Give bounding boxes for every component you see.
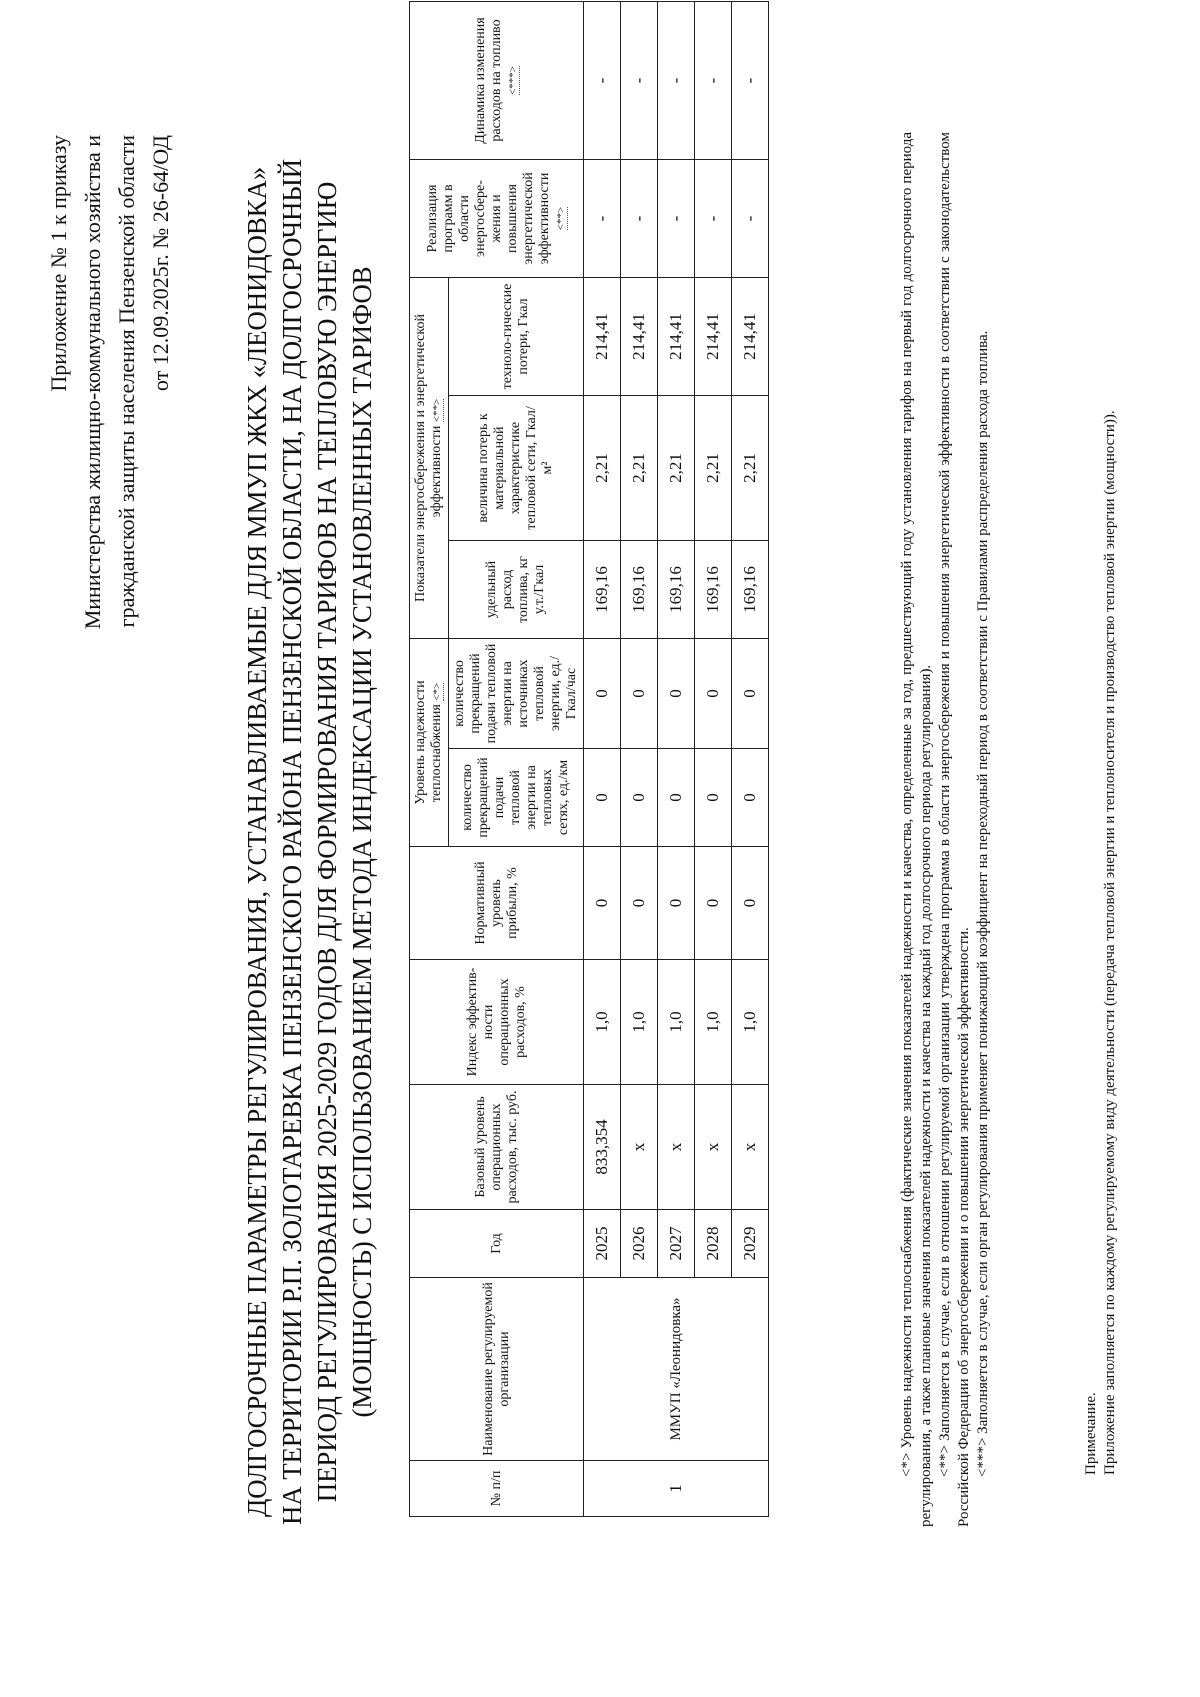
table-row (584, 2, 621, 1517)
cell-en-c: 214,41 (732, 278, 769, 396)
cell-en-a: 169,16 (695, 541, 732, 639)
header-org: Наименование регулируемой организации (410, 1278, 584, 1461)
cell-fuel: - (732, 2, 769, 160)
cell-rel-b: 0 (658, 639, 695, 749)
header-program-text: Реализация программ в области энергосбере-жения и повышения энергетической эффективности (424, 172, 552, 265)
cell-program: - (732, 160, 769, 278)
header-base-costs: Базовый уровень операционных расходов, тыс. руб. (410, 1085, 584, 1210)
footnote-1: <*> Уровень надежности теплоснабжения (фактические значения показателей надежности и качества, определенные за год, предшествующий году установления тарифов на первый год долгосрочного периода регулирования, а также плановые значения показателей надежности и качества на каждый год долгосрочного периода регулирования). (899, 132, 934, 1527)
remark-block (1082, 410, 1120, 1475)
cell-en-b: 2,21 (732, 396, 769, 541)
cell-index: 1,0 (658, 960, 695, 1085)
header-heat-losses: величина потерь к материальной характеристике тепловой сети, Гкал/м² (449, 396, 584, 541)
footnote-mark-3: <***> (506, 66, 519, 95)
header-fuel (410, 2, 584, 160)
cell-program: - (621, 160, 658, 278)
header-reliability (410, 639, 449, 847)
cell-en-a: 169,16 (732, 541, 769, 639)
document-title: ДОЛГОСРОЧНЫЕ ПАРАМЕТРЫ РЕГУЛИРОВАНИЯ, УСТАНАВЛИВАЕМЫЕ ДЛЯ ММУП ЖКХ «ЛЕОНИДОВКА» НА ТЕРРИТОРИИ Р.П. ЗОЛОТАРЕВКА ПЕНЗЕНСКОГО РАЙОНА ПЕНЗЕНСКОЙ ОБЛАСТИ, НА ДОЛГОСРОЧНЫЙ ПЕРИОД РЕГУЛИРОВАНИЯ 2025-2029 ГОДОВ ДЛЯ ФОРМИРОВАНИЯ ТАРИФОВ НА ТЕПЛОВУЮ ЭНЕРГИЮ (МОЩНОСТЬ) С ИСПОЛЬЗОВАНИЕМ МЕТОДА ИНДЕКСАЦИИ УСТАНОВЛЕННЫХ ТАРИФОВ (242, 159, 377, 1525)
cell-program: - (695, 160, 732, 278)
appendix-header (42, 135, 178, 895)
footnote-mark-2b: <**> (554, 206, 567, 231)
cell-en-b: 2,21 (584, 396, 621, 541)
appendix-line-1: Приложение № 1 к приказу (46, 135, 71, 392)
cell-base: х (695, 1085, 732, 1210)
appendix-line-4: от 12.09.2025г. № 26-64/ОД (148, 135, 173, 392)
cell-fuel: - (584, 2, 621, 160)
header-energy-text: Показатели энергосбережения и энергетической эффективности (413, 314, 444, 602)
cell-rel-a: 0 (621, 749, 658, 847)
cell-rel-b: 0 (584, 639, 621, 749)
header-fuel-text: Динамика изменения расходов на топливо (472, 17, 504, 144)
footnotes (898, 132, 993, 1527)
header-efficiency-index: Индекс эффектив-ности операционных расходов, % (410, 960, 584, 1085)
header-reliability-text: Уровень надежности теплоснабжения (413, 680, 444, 805)
cell-en-c: 214,41 (695, 278, 732, 396)
cell-en-a: 169,16 (658, 541, 695, 639)
cell-index: 1,0 (695, 960, 732, 1085)
org-number: 1 (584, 1461, 769, 1517)
remark-text: Приложение заполняется по каждому регулируемому виду деятельности (передача тепловой энергии и теплоносителя и производство тепловой энергии (мощности)). (1102, 410, 1118, 1475)
cell-profit: 0 (695, 847, 732, 960)
footnote-3: <***> Заполняется в случае, если орган регулирования применяет понижающий коэффициент на переходный период в соответствии с Правилами распределения расхода топлива. (975, 330, 991, 1477)
cell-rel-a: 0 (658, 749, 695, 847)
cell-index: 1,0 (732, 960, 769, 1085)
header-rel-networks: количество прекращений подачи тепловой энергии на тепловых сетях, ед./км (449, 749, 584, 847)
cell-rel-b: 0 (695, 639, 732, 749)
cell-rel-a: 0 (584, 749, 621, 847)
cell-rel-b: 0 (621, 639, 658, 749)
cell-en-b: 2,21 (695, 396, 732, 541)
cell-year: 2026 (621, 1210, 658, 1278)
cell-en-c: 214,41 (621, 278, 658, 396)
header-rel-sources: количество прекращений подачи тепловой энергии на источниках тепловой энергии, ед./Гкал/час (449, 639, 584, 749)
remark-title: Примечание. (1083, 1392, 1099, 1475)
header-profit-level: Нормативный уровень прибыли, % (410, 847, 584, 960)
cell-profit: 0 (621, 847, 658, 960)
cell-fuel: - (695, 2, 732, 160)
cell-en-b: 2,21 (658, 396, 695, 541)
header-year: Год (410, 1210, 584, 1278)
cell-base: 833,354 (584, 1085, 621, 1210)
cell-fuel: - (621, 2, 658, 160)
cell-rel-b: 0 (732, 639, 769, 749)
cell-profit: 0 (732, 847, 769, 960)
cell-year: 2025 (584, 1210, 621, 1278)
cell-year: 2029 (732, 1210, 769, 1278)
cell-index: 1,0 (584, 960, 621, 1085)
appendix-line-2: Министерства жилищно-коммунального хозяйства и (80, 135, 105, 630)
cell-en-a: 169,16 (621, 541, 658, 639)
footnote-2: <**> Заполняется в случае, если в отношении регулируемой организации утверждена программа в области энергосбережения и повышения энергетической эффективности в соответствии с законодательством Российской Федерации об энергосбережении и о повышении энергетической эффективности. (937, 132, 972, 1527)
cell-en-a: 169,16 (584, 541, 621, 639)
cell-base: х (621, 1085, 658, 1210)
header-energy (410, 278, 449, 639)
appendix-line-3: гражданской защиты населения Пензенской области (114, 135, 139, 628)
cell-profit: 0 (584, 847, 621, 960)
cell-index: 1,0 (621, 960, 658, 1085)
org-name: ММУП «Леонидовка» (584, 1278, 769, 1461)
cell-base: х (658, 1085, 695, 1210)
cell-rel-a: 0 (695, 749, 732, 847)
cell-year: 2027 (658, 1210, 695, 1278)
cell-en-c: 214,41 (658, 278, 695, 396)
cell-en-b: 2,21 (621, 396, 658, 541)
footnote-mark-1: <*> (431, 682, 443, 701)
cell-en-c: 214,41 (584, 278, 621, 396)
cell-program: - (658, 160, 695, 278)
cell-year: 2028 (695, 1210, 732, 1278)
cell-profit: 0 (658, 847, 695, 960)
cell-rel-a: 0 (732, 749, 769, 847)
header-program (410, 160, 584, 278)
header-num: № п/п (410, 1461, 584, 1517)
cell-program: - (584, 160, 621, 278)
header-fuel-consumption: удельный расход топлива, кг у.т./Гкал (449, 541, 584, 639)
parameters-table (409, 1, 769, 1517)
footnote-mark-2: <**> (431, 398, 443, 423)
header-tech-losses: техноло-гические потери, Гкал (449, 278, 584, 396)
cell-base: х (732, 1085, 769, 1210)
cell-fuel: - (658, 2, 695, 160)
